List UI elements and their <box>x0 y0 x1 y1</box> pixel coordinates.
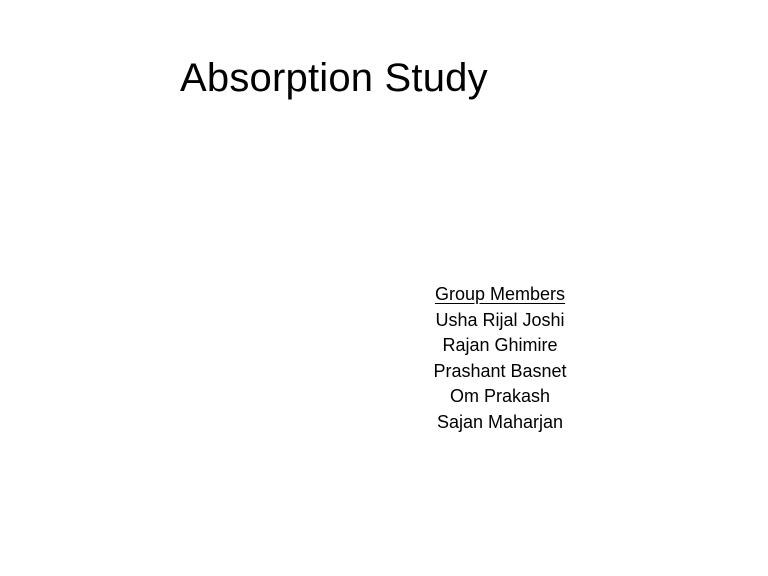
member-name: Rajan Ghimire <box>442 335 558 355</box>
group-members-heading: Group Members <box>434 284 566 304</box>
group-members-block <box>400 282 600 435</box>
member-name: Sajan Maharjan <box>436 411 564 432</box>
member-name: Om Prakash <box>449 386 551 406</box>
slide-title: Absorption Study <box>180 56 488 100</box>
member-name: Usha Rijal Joshi <box>435 309 565 330</box>
member-name: Prashant Basnet <box>433 360 567 381</box>
